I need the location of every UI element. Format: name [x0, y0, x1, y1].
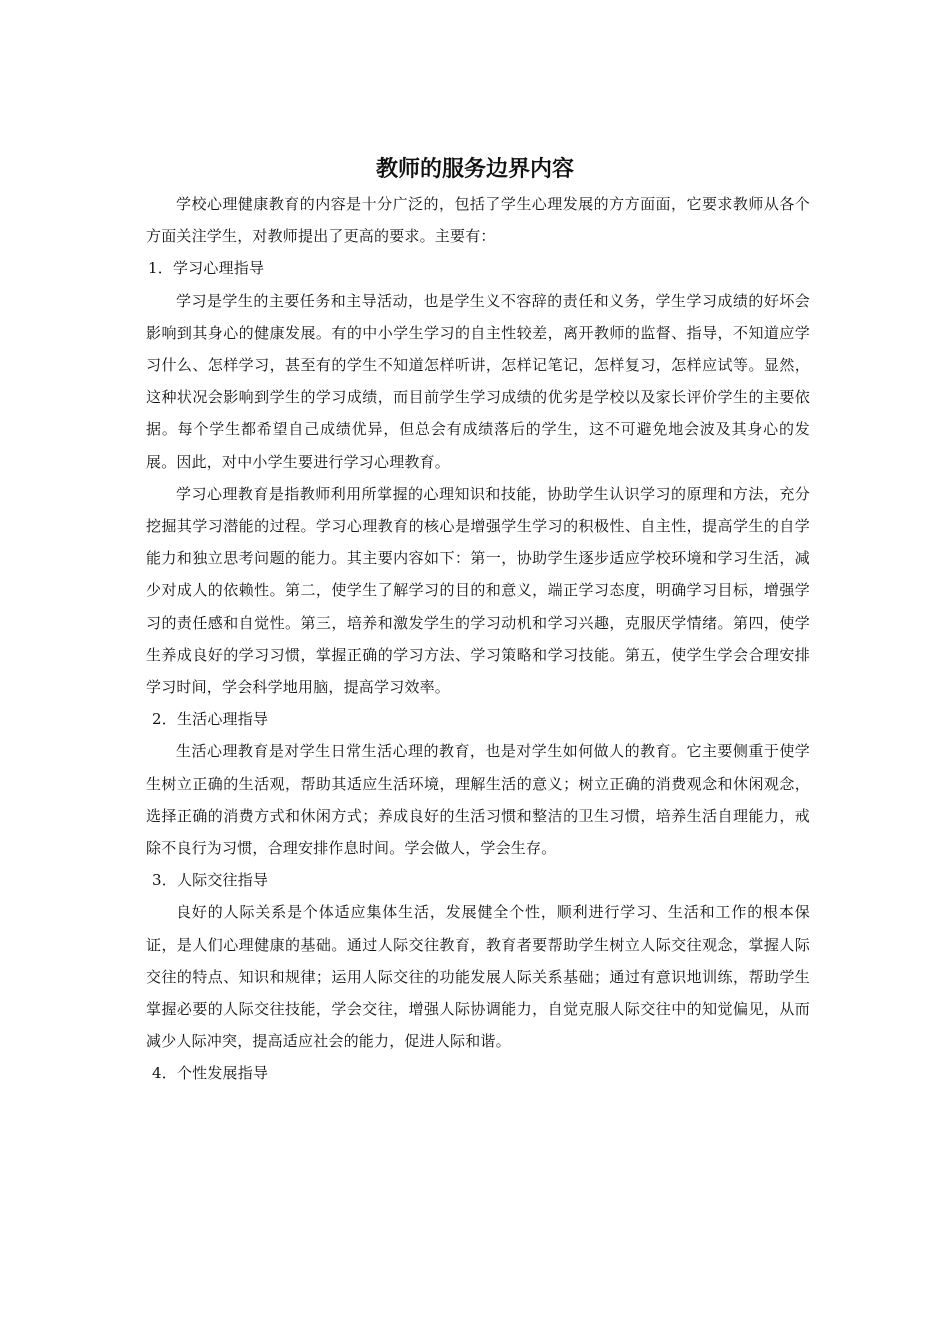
life-paragraph-1: 生活心理教育是对学生日常生活心理的教育，也是对学生如何做人的教育。它主要侧重于使学生树立正确的生活观，帮助其适应生活环境，理解生活的意义；树立正确的消费观念和休闲观念，选择正确的消费方式和休闲方式；养成良好的生活习惯和整洁的卫生习惯，培养生活自理能力，戒除不良行为习惯，合理安排作息时间。学会做人，学会生存。 — [146, 742, 810, 858]
document-title: 教师的服务边界内容 — [375, 157, 574, 182]
study-paragraph-1: 学习是学生的主要任务和主导活动，也是学生义不容辞的责任和义务，学生学习成绩的好坏会影响到其身心的健康发展。有的中小学生学习的自主性较差，离开教师的监督、指导，不知道应学习什么、怎样学习，甚至有的学生不知道怎样听讲，怎样记笔记，怎样复习，怎样应试等。显然，这种状况会影响到学生的学习成绩，而目前学生学习成绩的优劣是学校以及家长评价学生的主要依据。每个学生都希望自己成绩优异，但总会有成绩落后的学生，这不可避免地会波及其身心的发展。因此，对中小学生要进行学习心理教育。 — [146, 291, 810, 471]
intro-paragraph: 学校心理健康教育的内容是十分广泛的，包括了学生心理发展的方方面面，它要求教师从各个方面关注学生，对教师提出了更高的要求。主要有： — [146, 195, 810, 246]
section-heading-study: 1．学习心理指导 — [148, 259, 265, 278]
section-heading-interpersonal: 3．人际交往指导 — [152, 871, 269, 890]
document-body — [146, 188, 810, 1090]
section-heading-personality: 4．个性发展指导 — [152, 1064, 269, 1083]
interpersonal-paragraph-1: 良好的人际关系是个体适应集体生活，发展健全个性，顺利进行学习、生活和工作的根本保证，是人们心理健康的基础。通过人际交往教育，教育者要帮助学生树立人际交往观念，掌握人际交往的特点、知识和规律；运用人际交往的功能发展人际关系基础；通过有意识地训练，帮助学生掌握必要的人际交往技能，学会交往，增强人际协调能力，自觉克服人际交往中的知觉偏见，从而减少人际冲突，提高适应社会的能力，促进人际和谐。 — [146, 903, 810, 1051]
study-paragraph-2: 学习心理教育是指教师利用所掌握的心理知识和技能，协助学生认识学习的原理和方法，充分挖掘其学习潜能的过程。学习心理教育的核心是增强学生学习的积极性、自主性，提高学生的自学能力和独立思考问题的能力。其主要内容如下：第一，协助学生逐步适应学校环境和学习生活，减少对成人的依赖性。第二，使学生了解学习的目的和意义，端正学习态度，明确学习目标，增强学习的责任感和自觉性。第三，培养和激发学生的学习动机和学习兴趣，克服厌学情绪。第四，使学生养成良好的学习习惯，掌握正确的学习方法、学习策略和学习技能。第五，使学生学会合理安排学习时间，学会科学地用脑，提高学习效率。 — [146, 484, 810, 697]
section-heading-life: 2．生活心理指导 — [152, 710, 269, 729]
